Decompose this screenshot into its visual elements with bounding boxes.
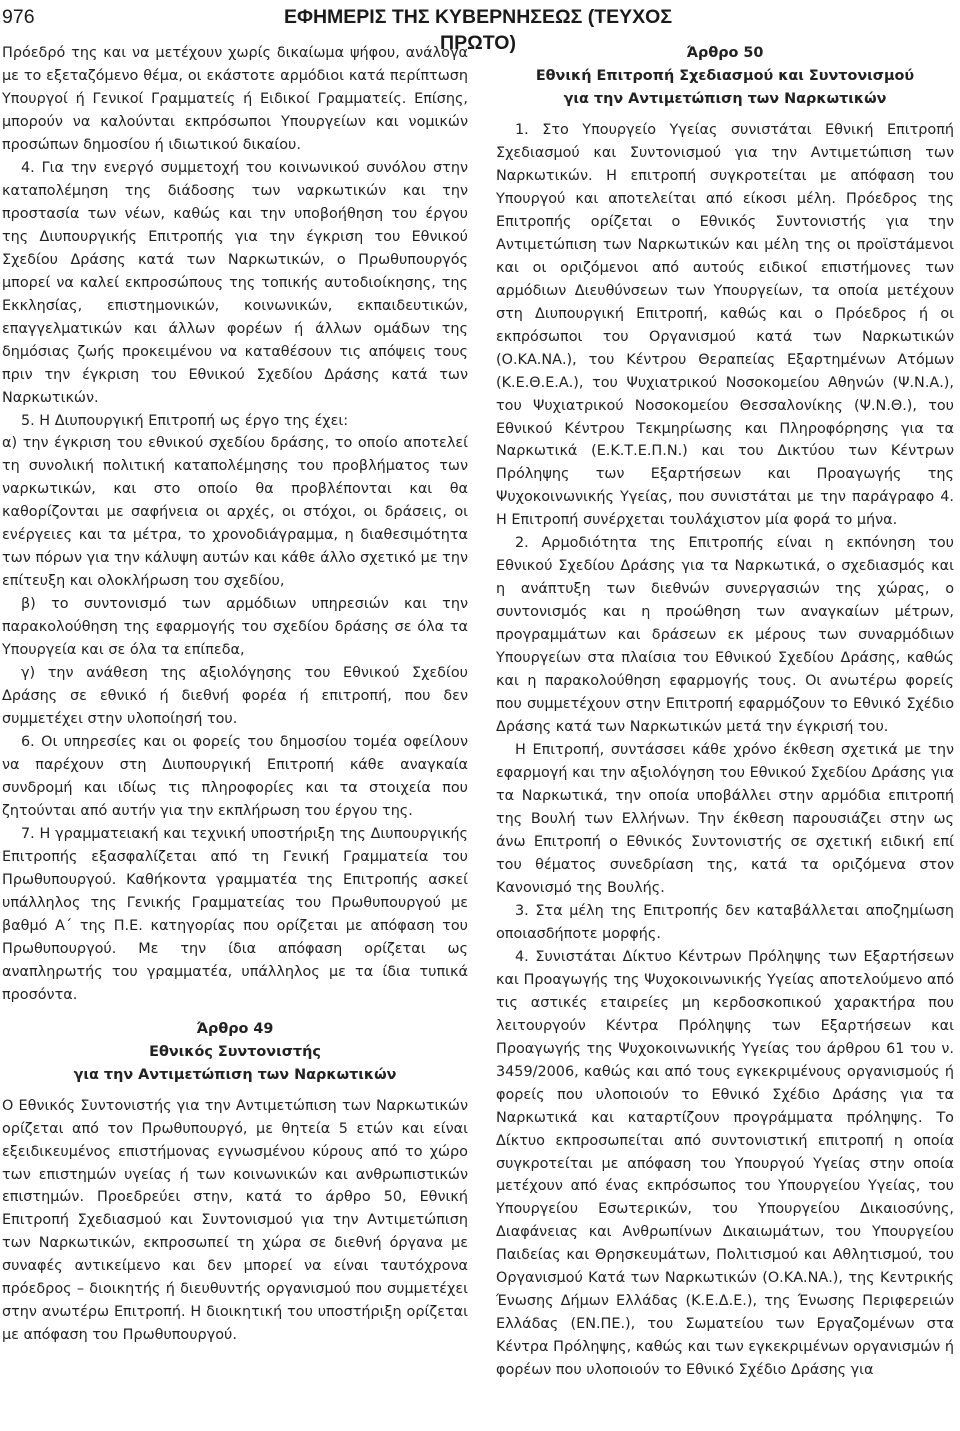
right-column	[496, 42, 954, 1382]
article-50-paragraph-1: 1. Στο Υπουργείο Υγείας συνιστάται Εθνική Επιτροπή Σχεδιασμού και Συντονισμού για την Αντιμετώπιση των Ναρκωτικών. Η επιτροπή συγκροτείται με απόφαση του Υπουργού και αποτελείται από είκοσι μέλη. Πρόεδρος της Επιτροπής ορίζεται ο Εθνικός Συντονιστής για την Αντιμετώπιση των Ναρκωτικών και μέλη της οι προϊστάμενοι και οι οριζόμενοι από αυτούς ειδικοί επιστήμονες των αρμόδιων Διευθύνσεων των Υπουργείων, τα οποία μετέχουν στη Διυπουργική Επιτροπή, καθώς και ο Πρόεδρος ή οι εκπρόσωποι του Οργανισμού κατά των Ναρκωτικών (Ο.ΚΑ.ΝΑ.), του Κέντρου Θεραπείας Εξαρτημένων Ατόμων (Κ.Ε.Θ.Ε.Α.), του Ψυχιατρικού Νοσοκομείου Αθηνών (Ψ.Ν.Α.), του Ψυχιατρικού Νοσοκομείου Θεσσαλονίκης (Ψ.Ν.Θ.), του Εθνικού Κέντρου Τεκμηρίωσης και Πληροφόρησης για τα Ναρκωτικά (Ε.Κ.Τ.Ε.Π.Ν.) και του Δικτύου των Κέντρων Πρόληψης των Εξαρτήσεων και Προαγωγής της Ψυχοκοινωνικής Υγείας, που συνιστάται με την παράγραφο 4. Η Επιτροπή συνέρχεται τουλάχιστον μία φορά το μήνα.	[496, 121, 954, 529]
article-50-number: Άρθρο 50	[686, 45, 764, 61]
paragraph-5a: α) την έγκριση του εθνικού σχεδίου δράσης, το οποίο αποτελεί τη συνολική πολιτική καταπολέμησης του προβλήματος των ναρκωτικών, και στο οποίο θα προβλέπονται και θα καθορίζονται με σαφήνεια οι αρχές, οι στόχοι, οι δράσεις, οι ενέργειες και τα μέτρα, το χρονοδιάγραμμα, η διαθεσιμότητα των πόρων για την κάλυψη αυτών και κάθε άλλο σχετικό με την επίτευξη και ολοκλήρωση του σχεδίου,	[2, 435, 468, 590]
article-49-heading	[2, 1018, 468, 1087]
left-column	[2, 42, 468, 1347]
article-50-title: Εθνική Επιτροπή Σχεδιασμού και Συντονισμού	[535, 67, 915, 84]
gazette-title: ΕΦΗΜΕΡΙΣ ΤΗΣ ΚΥΒΕΡΝΗΣΕΩΣ (ΤΕΥΧΟΣ ΠΡΩΤΟ)	[283, 6, 673, 54]
paragraph-intro: Πρόεδρό της και να μετέχουν χωρίς δικαίωμα ψήφου, ανάλογα με το εξεταζόμενο θέμα, οι εκάστοτε αρμόδιοι κατά περίπτωση Υπουργοί ή Γενικοί Γραμματείς ή Ειδικοί Γραμματείς. Επίσης, μπορούν να καλούνται εκπρόσωποι Υπουργείων και νομικών προσώπων δημοσίου ή ιδιωτικού δικαίου.	[2, 45, 468, 153]
article-49-text: Ο Εθνικός Συντονιστής για την Αντιμετώπιση των Ναρκωτικών ορίζεται από τον Πρωθυπουργό, με θητεία 5 ετών και είναι εξειδικευμένος επιστήμονας εγνωσμένου κύρους από το χώρο των επιστημών υγείας ή των κοινωνικών και ανθρωπιστικών επιστημών. Προεδρεύει στην, κατά το άρθρο 50, Εθνική Επιτροπή Σχεδιασμού και Συντονισμού για την Αντιμετώπιση των Ναρκωτικών, εκπροσωπεί τη χώρα σε διεθνή όργανα με συναφές αντικείμενο και δεν μπορεί να είναι ταυτόχρονα πρόεδρος – διοικητής ή διευθυντής οργανισμού που συμμετέχει στην ανωτέρω Επιτροπή. Η διοικητική του υποστήριξη ορίζεται με απόφαση του Πρωθυπουργού.	[2, 1097, 468, 1344]
paragraph-7: 7. Η γραμματειακή και τεχνική υποστήριξη της Διυπουργικής Επιτροπής εξασφαλίζεται από τη Γενική Γραμματεία του Πρωθυπουργού. Καθήκοντα γραμματέα της Επιτροπής ασκεί υπάλληλος της Γενικής Γραμματείας του Πρωθυπουργού με βαθμό Α΄ της Π.Ε. κατηγορίας που ορίζεται με απόφαση του Πρωθυπουργού. Με την ίδια απόφαση ορίζεται ως αναπληρωτής του γραμματέα, υπάλληλος με τα ίδια τυπικά προσόντα.	[2, 825, 468, 1003]
article-50-paragraph-2b: Η Επιτροπή, συντάσσει κάθε χρόνο έκθεση σχετικά με την εφαρμογή και την αξιολόγηση του Εθνικού Σχεδίου Δράσης για τα Ναρκωτικά, την οποία υποβάλλει στην αρμόδια επιτροπή της Βουλή των Ελλήνων. Την έκθεση παρουσιάζει στην ως άνω Επιτροπή ο Εθνικός Συντονιστής σε σχετική ειδική επί του θέματος συνεδρίαση της, κατά τα οριζόμενα στον Κανονισμό της Βουλής.	[496, 742, 954, 896]
article-49-subtitle: για την Αντιμετώπιση των Ναρκωτικών	[73, 1066, 397, 1083]
article-49-number: Άρθρο 49	[196, 1020, 274, 1037]
paragraph-6: 6. Οι υπηρεσίες και οι φορείς του δημοσίου τομέα οφείλουν να παρέχουν στη Διυπουργική Επιτροπή κάθε αναγκαία συνδρομή και ιδίως τις πληροφορίες και τα στοιχεία που ζητούνται από αυτήν για την εκπλήρωση του έργου της.	[2, 734, 468, 819]
page-number: 976	[2, 6, 35, 28]
article-50-subtitle: για την Αντιμετώπιση των Ναρκωτικών	[563, 90, 887, 107]
paragraph-5b: β) το συντονισμό των αρμόδιων υπηρεσιών και την παρακολούθηση της εφαρμογής του σχεδίου δράσης σε όλα τα Υπουργεία και σε όλα τα επίπεδα,	[2, 596, 468, 659]
article-50-paragraph-2: 2. Αρμοδιότητα της Επιτροπής είναι η εκπόνηση του Εθνικού Σχεδίου Δράσης για τα Ναρκωτικά, ο σχεδιασμός και η ανάπτυξη των διεθνών συνεργασιών της χώρας, ο συντονισμός και η προώθηση των αναγκαίων μέτρων, προγραμμάτων και δράσεων εκ μέρους των συναρμόδιων Υπουργείων στα πλαίσια του Εθνικού Σχεδίου Δράσης, καθώς και η παρακολούθηση εφαρμογής τους. Οι ανωτέρω φορείς που συμμετέχουν στην Επιτροπή εφαρμόζουν το Εθνικό Σχέδιο Δράσης κατά των Ναρκωτικών μετά την έγκρισή του.	[496, 535, 954, 736]
article-50-paragraph-3: 3. Στα μέλη της Επιτροπής δεν καταβάλλεται αποζημίωση οποιασδήποτε μορφής.	[496, 902, 954, 942]
paragraph-4: 4. Για την ενεργό συμμετοχή του κοινωνικού συνόλου στην καταπολέμηση της διάδοσης των ναρκωτικών και την προστασία των νέων, καθώς και την υποβοήθηση του έργου της Διυπουργικής Επιτροπής για την έγκριση του Εθνικού Σχεδίου Δράσης κατά των Ναρκωτικών, ο Πρωθυπουργός μπορεί να καλεί εκπροσώπους της τοπικής αυτοδιοίκησης, της Εκκλησίας, επιστημονικών, κοινωνικών, εκπαιδευτικών, επαγγελματικών και άλλων φορέων ή άλλων ομάδων της δημόσιας ζωής προκειμένου να καταθέσουν τις απόψεις τους πριν την έγκριση του Εθνικού Σχεδίου Δράσης κατά των Ναρκωτικών.	[2, 159, 468, 406]
article-50-paragraph-4: 4. Συνιστάται Δίκτυο Κέντρων Πρόληψης των Εξαρτήσεων και Προαγωγής της Ψυχοκοινωνικής Υγείας αποτελούμενο από τις αστικές εταιρείες μη κερδοσκοπικού χαρακτήρα που λειτουργούν Κέντρα Πρόληψης των Εξαρτήσεων και Προαγωγής της Ψυχοκοινωνικής Υγείας του άρθρου 61 του ν. 3459/2006, καθώς και από τους εγκεκριμένους οργανισμούς ή φορείς που υλοποιούν το Εθνικό Σχέδιο Δράσης για τα Ναρκωτικά και καταρτίζουν προγράμματα πρόληψης. Το Δίκτυο εκπροσωπείται από συντονιστική επιτροπή η οποία συγκροτείται με απόφαση του Υπουργού Υγείας στην οποία μετέχουν από ένας εκπρόσωπος του Υπουργείου Υγείας, του Υπουργείου Εσωτερικών, του Υπουργείου Δικαιοσύνης, Διαφάνειας και Ανθρωπίνων Δικαιωμάτων, του Υπουργείου Παιδείας και Θρησκευμάτων, Πολιτισμού και Αθλητισμού, του Οργανισμού Κατά των Ναρκωτικών (Ο.ΚΑ.ΝΑ.), της Κεντρικής Ένωσης Δήμων Ελλάδας (Κ.Ε.Δ.Ε.), της Ένωσης Περιφερειών Ελλάδας (ΕΝ.ΠΕ.), του Σωματείου των Εργαζομένων στα Κέντρα Πρόληψης, καθώς και των εγκεκριμένων οργανισμών ή φορέων που υλοποιούν το Εθνικό Σχέδιο Δράσης για	[496, 948, 954, 1379]
paragraph-5c: γ) την ανάθεση της αξιολόγησης του Εθνικού Σχεδίου Δράσης σε εθνικό ή διεθνή φορέα ή επιτροπή, που δεν συμμετέχει στην υλοποίησή του.	[2, 665, 468, 728]
article-50-heading	[496, 42, 954, 111]
paragraph-5: 5. Η Διυπουργική Επιτροπή ως έργο της έχει:	[21, 412, 349, 429]
article-49-title: Εθνικός Συντονιστής	[149, 1043, 321, 1060]
